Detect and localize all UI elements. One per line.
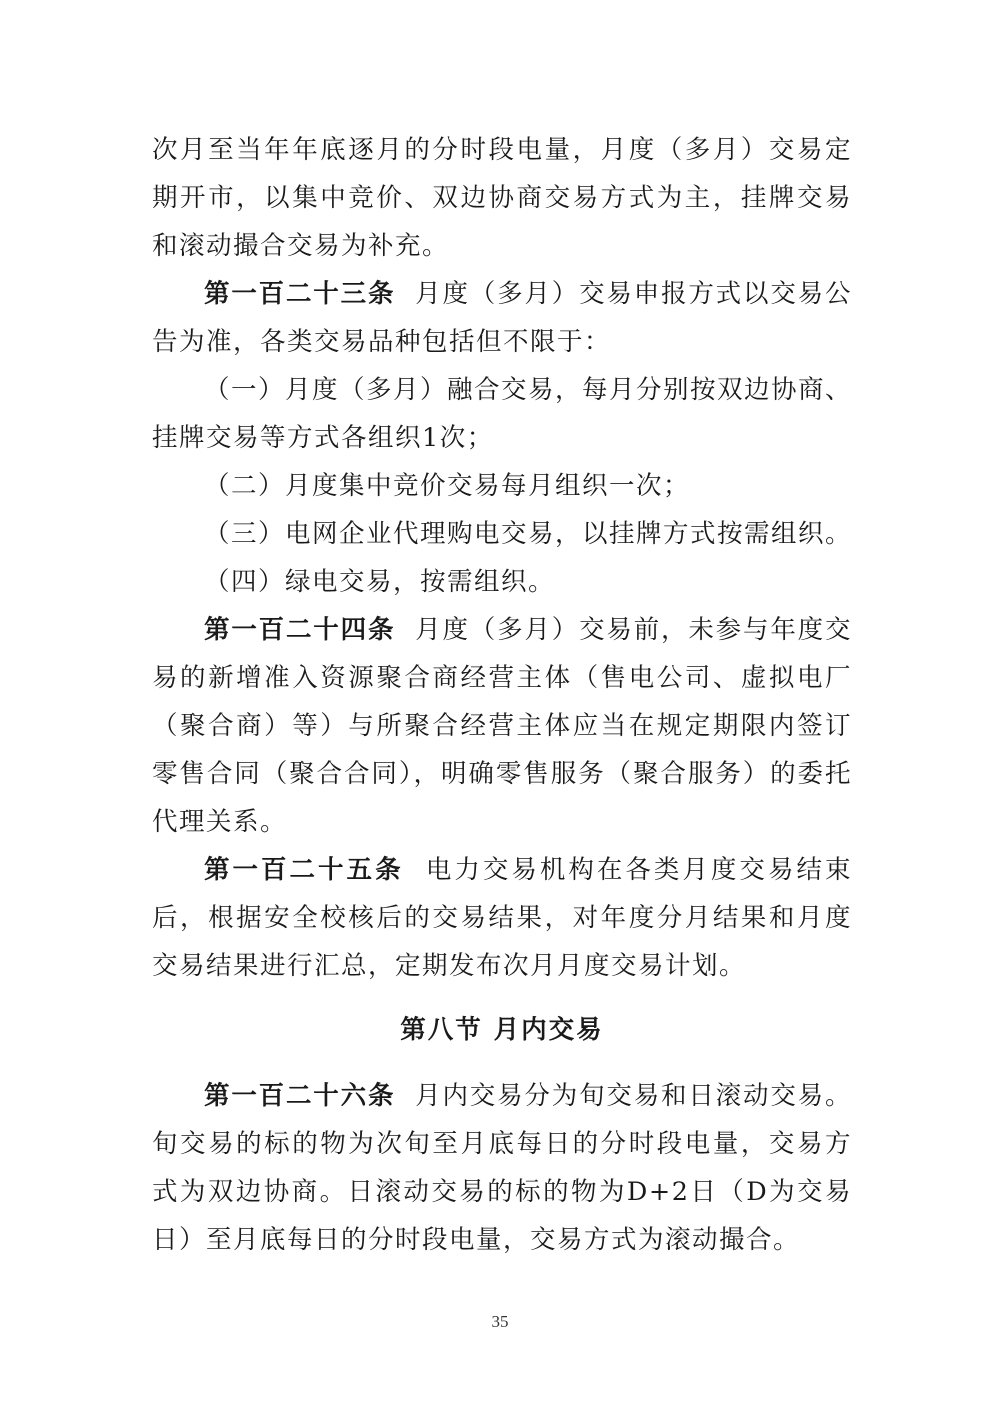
article-126 [152, 1072, 852, 1264]
list-item-text: （一）月度（多月）融合交易，每月分别按双边协商、挂牌交易等方式各组织1次； [152, 375, 853, 453]
page-number: 35 [491, 1312, 509, 1331]
list-item-4 [152, 558, 852, 606]
article-text: 月内交易分为旬交易和日滚动交易。旬交易的标的物为次旬至月底每日的分时段电量，交易方式为双边协商。日滚动交易的标的物为D+2日（D为交易日）至月底每日的分时段电量，交易方式为滚动撮合。 [152, 1081, 852, 1255]
paragraph-continuation [152, 126, 852, 270]
list-item-1 [152, 366, 852, 462]
article-125 [152, 846, 852, 990]
list-item-text: （二）月度集中竞价交易每月组织一次； [204, 471, 691, 501]
article-text: 月度（多月）交易前，未参与年度交易的新增准入资源聚合商经营主体（售电公司、虚拟电厂（聚合商）等）与所聚合经营主体应当在规定期限内签订零售合同（聚合合同），明确零售服务（聚合服务）的委托代理关系。 [152, 615, 852, 837]
article-heading: 第一百二十三条 [204, 279, 396, 309]
article-heading: 第一百二十六条 [204, 1081, 396, 1111]
list-item-text: （四）绿电交易，按需组织。 [204, 567, 556, 597]
article-124 [152, 606, 852, 846]
list-item-3 [152, 510, 852, 558]
article-123 [152, 270, 852, 366]
list-item-2 [152, 462, 852, 510]
document-body [152, 126, 852, 1264]
article-text: 电力交易机构在各类月度交易结束后，根据安全校核后的交易结果，对年度分月结果和月度交易结果进行汇总，定期发布次月月度交易计划。 [152, 855, 852, 981]
paragraph-text: 次月至当年年底逐月的分时段电量，月度（多月）交易定期开市，以集中竞价、双边协商交易方式为主，挂牌交易和滚动撮合交易为补充。 [152, 135, 852, 261]
article-text: 月度（多月）交易申报方式以交易公告为准，各类交易品种包括但不限于： [152, 279, 852, 357]
list-item-text: （三）电网企业代理购电交易，以挂牌方式按需组织。 [204, 519, 853, 549]
article-heading: 第一百二十五条 [204, 855, 404, 885]
article-heading: 第一百二十四条 [204, 615, 396, 645]
section-title: 第八节 月内交易 [400, 1015, 604, 1045]
